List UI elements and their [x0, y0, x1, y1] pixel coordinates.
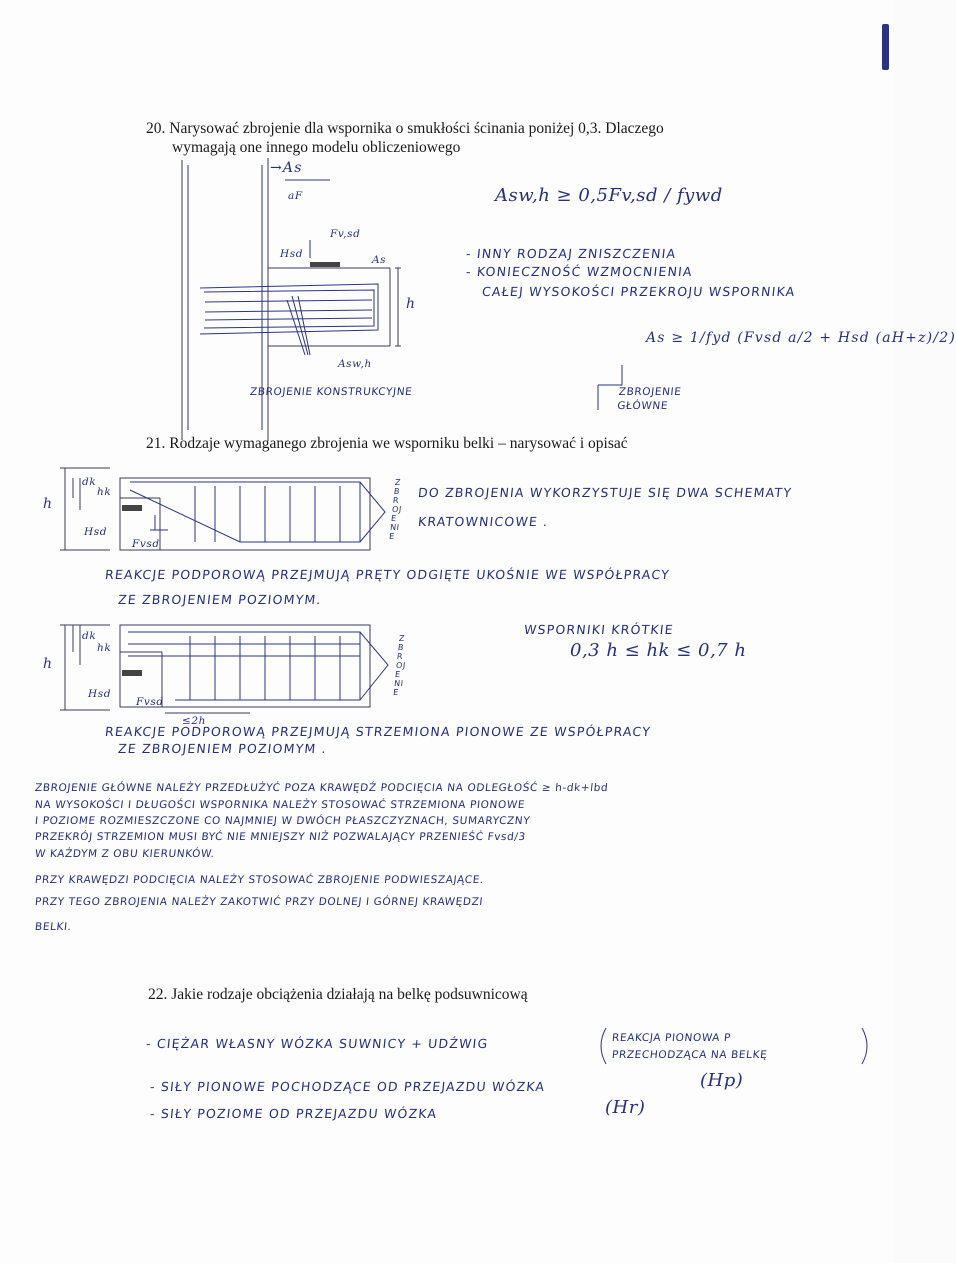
- short-corbels-range: 0,3 h ≤ hk ≤ 0,7 h: [570, 640, 747, 661]
- d2-hk: hk: [97, 642, 112, 654]
- load-line-1: - CIĘŻAR WŁASNY WÓZKA SUWNICY + UDŹWIG: [145, 1036, 490, 1051]
- d2-h: h: [43, 656, 54, 672]
- d1-fvsd: Fvsd: [132, 538, 160, 550]
- paragraph-1: ZBROJENIE GŁÓWNE NALEŻY PRZEDŁUŻYĆ POZA KRAWĘDŹ PODCIĘCIA NA ODLEGŁOŚĆ ≥ h-dk+lbd: [34, 782, 609, 794]
- d1-hk: hk: [97, 486, 112, 498]
- label-asw: Asw,h: [338, 358, 372, 370]
- paragraph-5: W KAŻDYM Z OBU KIERUNKÓW.: [34, 848, 216, 860]
- reaction-1b: ZE ZBROJENIEM POZIOMYM.: [117, 592, 323, 607]
- load-line-2-tag: (Hp): [700, 1070, 744, 1091]
- paragraph-4: PRZEKRÓJ STRZEMION MUSI BYĆ NIE MNIEJSZY NIŻ POZWALAJĄCY PRZENIEŚĆ Fvsd/3: [34, 831, 527, 843]
- label-as-top: →As: [270, 160, 303, 176]
- d1-dk: dk: [82, 476, 97, 488]
- d1-hsd: Hsd: [84, 526, 108, 538]
- label-as: As: [372, 254, 387, 266]
- reaction-2b: ZE ZBROJENIEM POZIOMYM .: [117, 741, 328, 756]
- d1-h: h: [43, 496, 54, 512]
- note-bullet-2: - KONIECZNOŚĆ WZMOCNIENIA: [465, 264, 694, 279]
- note-bullet-2b: CAŁEJ WYSOKOŚCI PRZEKROJU WSPORNIKA: [481, 284, 797, 299]
- load-line-1-box-a: REAKCJA PIONOWA P: [611, 1032, 732, 1044]
- label-af: aF: [288, 190, 303, 202]
- paragraph-8: BELKI.: [34, 921, 73, 933]
- label-hsd: Hsd: [280, 248, 304, 260]
- corbel-diagram-1: [60, 468, 385, 550]
- d2-hsd: Hsd: [88, 688, 112, 700]
- paragraph-7: PRZY TEGO ZBROJENIA NALEŻY ZAKOTWIĆ PRZY DOLNEJ I GÓRNEJ KRAWĘDZI: [34, 896, 484, 908]
- load-line-3-tag: (Hr): [605, 1097, 646, 1118]
- d2-side-label: ZBROJENIE: [392, 634, 407, 697]
- schema-text-2: KRATOWNICOWE .: [417, 514, 550, 529]
- load-line-3: - SIŁY POZIOME OD PRZEJAZDU WÓZKA: [149, 1106, 439, 1121]
- formula-as: As ≥ 1/fyd (Fvsd a/2 + Hsd (aH+z)/2): [646, 330, 956, 346]
- reaction-1a: REAKCJE PODPOROWĄ PRZEJMUJĄ PRĘTY ODGIĘTE UKOŚNIE WE WSPÓŁPRACY: [104, 567, 671, 582]
- question-21: 21. Rodzaje wymaganego zbrojenia we wsporniku belki – narysować i opisać: [146, 435, 628, 452]
- paragraph-2: NA WYSOKOŚCI I DŁUGOŚCI WSPORNIKA NALEŻY STOSOWAĆ STRZEMIONA PIONOWE: [34, 799, 526, 811]
- note-bullet-1: - INNY RODZAJ ZNISZCZENIA: [465, 246, 678, 261]
- question-20-line2: wymagają one innego modelu obliczeniowego: [172, 139, 461, 156]
- d2-dk: dk: [82, 630, 97, 642]
- question-22: 22. Jakie rodzaje obciążenia działają na belkę podsuwnicową: [148, 986, 528, 1003]
- formula-asw: Asw,h ≥ 0,5Fv,sd / fywd: [495, 185, 723, 206]
- label-fv: Fv,sd: [330, 228, 361, 240]
- reaction-2a: REAKCJE PODPOROWĄ PRZEJMUJĄ STRZEMIONA PIONOWE ZE WSPÓŁPRACY: [104, 724, 652, 739]
- short-corbels-title: WSPORNIKI KRÓTKIE: [523, 622, 675, 637]
- paragraph-6: PRZY KRAWĘDZI PODCIĘCIA NALEŻY STOSOWAĆ ZBROJENIE PODWIESZAJĄCE.: [34, 874, 485, 886]
- paragraph-3: I POZIOME ROZMIESZCZONE CO NAJMNIEJ W DWÓCH PŁASZCZYZNACH, SUMARYCZNY: [34, 815, 531, 827]
- d2-fvsd: Fvsd: [136, 696, 164, 708]
- label-zbrojenie-konstrukcyjne: ZBROJENIE KONSTRUKCYJNE: [249, 386, 413, 398]
- label-h: h: [406, 296, 417, 312]
- load-line-2: - SIŁY PIONOWE POCHODZĄCE OD PRZEJAZDU WÓZKA: [149, 1079, 547, 1094]
- load-line-1-box-b: PRZECHODZĄCA NA BELKĘ: [611, 1049, 768, 1061]
- label-zbrojenie-glowne: ZBROJENIE GŁÓWNE: [616, 386, 683, 412]
- schema-text-1: DO ZBROJENIA WYKORZYSTUJE SIĘ DWA SCHEMATY: [417, 485, 793, 500]
- d1-side-label: ZBROJENIE: [388, 478, 403, 541]
- d2-dim: ≤2h: [182, 715, 207, 727]
- question-20-line1: 20. Narysować zbrojenie dla wspornika o smukłości ścinania poniżej 0,3. Dlaczego: [146, 120, 664, 137]
